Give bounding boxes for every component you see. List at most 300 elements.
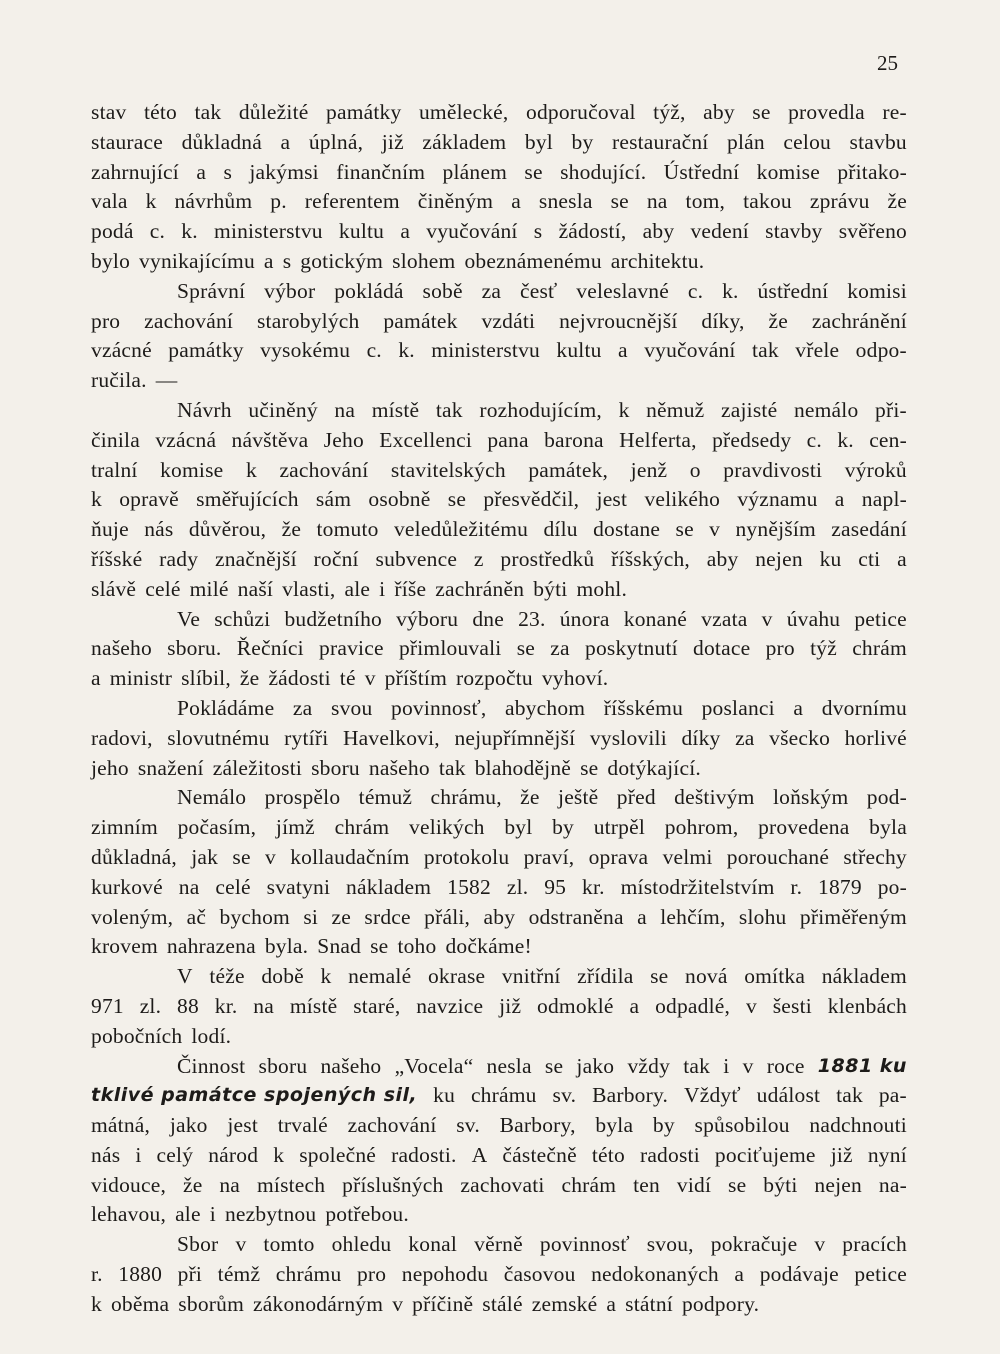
word: by — [652, 1113, 675, 1138]
word: učiněný — [248, 397, 318, 422]
word: směřujících — [196, 487, 299, 512]
word: byla — [869, 815, 907, 840]
text-line — [91, 336, 907, 366]
text-line — [91, 158, 907, 188]
word: národ — [208, 1142, 259, 1167]
word: rozpočtu — [456, 666, 533, 691]
text-line — [91, 515, 907, 545]
word: poslanci — [701, 695, 775, 720]
word: nová — [685, 964, 728, 989]
word: říšskému — [603, 695, 684, 720]
word: důkladná, — [91, 844, 177, 869]
word: stavbu — [849, 129, 907, 154]
word: toho — [397, 934, 437, 959]
word: úplná, — [308, 129, 364, 154]
text-line — [91, 1052, 907, 1082]
word: dvornímu — [821, 695, 907, 720]
word: si — [303, 904, 319, 929]
word: vidouce, — [91, 1172, 167, 1197]
word: se — [580, 755, 599, 780]
word: vysokému — [260, 338, 351, 363]
word: státní — [625, 1291, 673, 1316]
word: bychom — [219, 904, 290, 929]
word: díky, — [701, 308, 745, 333]
word: V — [177, 964, 193, 989]
word: i — [379, 576, 386, 601]
word: po- — [877, 874, 907, 899]
word: omítka — [744, 964, 806, 989]
word: architektu. — [610, 248, 705, 273]
word: kultu — [556, 338, 602, 363]
word: abychom — [504, 695, 586, 720]
word: nahrazena — [166, 934, 256, 959]
text-line — [91, 1230, 907, 1260]
word: a — [897, 546, 907, 571]
word: stálé — [482, 1291, 523, 1316]
word: c. — [687, 278, 704, 303]
word: chrám — [334, 815, 390, 840]
word: loňským — [772, 785, 849, 810]
text-line — [91, 187, 907, 217]
word: vřele — [795, 338, 840, 363]
word: zachráněn — [435, 576, 525, 601]
word: s — [282, 248, 292, 273]
word: zajisté — [721, 397, 778, 422]
word: slohem — [392, 248, 456, 273]
word: nezbytnou — [224, 1202, 317, 1227]
word: potřebou. — [325, 1202, 409, 1227]
word: kr. — [214, 993, 238, 1018]
word: sám — [315, 487, 352, 512]
word: významu — [737, 487, 818, 512]
word: záležitosti — [212, 755, 303, 780]
word: nejvroucnější — [559, 308, 678, 333]
word: provedla — [788, 100, 865, 124]
text-line — [91, 843, 907, 873]
word: ale — [344, 576, 371, 601]
word: sv. — [552, 1083, 577, 1108]
word: zachování — [347, 1113, 437, 1138]
word: týž — [810, 636, 837, 661]
word: nynějším — [735, 517, 816, 542]
word: Vždyť — [684, 1083, 741, 1108]
word: jakýmsi — [249, 159, 319, 184]
word: jako — [169, 1113, 208, 1138]
handwritten-annotation: 1881 ku — [817, 1054, 907, 1077]
text-line — [91, 1200, 907, 1230]
word: staré, — [353, 993, 401, 1018]
word: c. — [366, 338, 382, 363]
text-line — [91, 128, 907, 158]
word: že — [768, 308, 788, 333]
word: 1582 — [447, 874, 491, 899]
word: odstraněna — [528, 904, 624, 929]
word: dne — [472, 606, 504, 631]
word: takou — [743, 189, 792, 214]
word: k — [91, 487, 102, 512]
word: témž — [217, 1262, 261, 1287]
word: r. — [91, 1262, 103, 1287]
word: nejen — [755, 546, 803, 571]
word: a — [511, 189, 521, 214]
word: nemalé — [348, 964, 412, 989]
text-line — [91, 903, 907, 933]
word: k. — [398, 338, 415, 363]
word: stavitelských — [390, 457, 506, 482]
word: vynikajícímu — [139, 248, 255, 273]
word: chrámu, — [430, 785, 502, 810]
word: celý — [156, 1142, 194, 1167]
text-line — [91, 426, 907, 456]
word: již — [830, 1142, 853, 1167]
word: místě — [289, 993, 338, 1018]
word: již — [381, 129, 404, 154]
word: Barbory, — [499, 1113, 576, 1138]
word: zachránění — [811, 308, 907, 333]
word: jak — [191, 844, 219, 869]
word: nadchnouti — [809, 1113, 907, 1138]
word: dočkáme! — [445, 934, 532, 959]
word: vyučování — [644, 338, 736, 363]
word: chrám — [561, 1172, 617, 1197]
word: jenž — [630, 457, 668, 482]
word: pravice — [319, 636, 384, 661]
word: chrámu — [470, 1083, 537, 1108]
word: ku — [819, 546, 842, 571]
word: konal — [408, 1232, 458, 1257]
text-line — [91, 1171, 907, 1201]
word: k. — [722, 278, 739, 303]
word: vyslovili — [589, 725, 667, 750]
word: a — [834, 487, 845, 512]
word: v — [742, 1053, 754, 1078]
word: referentem — [304, 189, 400, 214]
word: Návrh — [177, 397, 232, 422]
word: památek, — [528, 457, 609, 482]
word: žádostí, — [558, 219, 627, 244]
word: říšské — [91, 546, 143, 571]
word: rytíři — [284, 725, 329, 750]
word: lodí. — [191, 1023, 232, 1048]
word: ještě — [558, 785, 599, 810]
word: dostane — [593, 517, 661, 542]
word: a — [196, 159, 207, 184]
word: odpadlé, — [655, 993, 731, 1018]
word: příštím — [384, 666, 447, 691]
word: při- — [875, 397, 907, 422]
word: v — [814, 1232, 826, 1257]
word: velikého — [644, 487, 721, 512]
word: snesla — [538, 189, 593, 214]
text-line — [91, 634, 907, 664]
word: při — [177, 1262, 203, 1287]
word: 95 — [544, 874, 567, 899]
word: tomto — [263, 1232, 315, 1257]
word: aby — [642, 219, 675, 244]
word: sboru. — [167, 636, 222, 661]
word: slíbil, — [181, 666, 231, 691]
word: deštivým — [674, 785, 755, 810]
word: budžetního — [284, 606, 382, 631]
word: tak — [683, 1053, 711, 1078]
word: této — [591, 1142, 625, 1167]
word: tom, — [685, 189, 726, 214]
word: příčině — [412, 1291, 474, 1316]
word: vzácná — [155, 427, 217, 452]
word: býti — [763, 1172, 798, 1197]
word: k — [618, 397, 630, 422]
word: důvěrou, — [188, 517, 267, 542]
word: r. — [790, 874, 803, 899]
word: opravě — [119, 487, 179, 512]
word: a — [793, 695, 804, 720]
text-line — [91, 247, 907, 277]
text-line — [91, 366, 907, 396]
word: staurace — [91, 129, 164, 154]
word: částečně — [502, 1142, 577, 1167]
word: porouchané — [726, 844, 830, 869]
word: za — [550, 636, 570, 661]
word: roce — [766, 1053, 805, 1078]
word: Ve — [177, 606, 201, 631]
text-line — [91, 98, 907, 128]
word: veleslavné — [576, 278, 670, 303]
word: okrase — [427, 964, 486, 989]
word: by — [552, 815, 574, 840]
word: a — [618, 338, 628, 363]
word: přimlouvali — [398, 636, 502, 661]
word: zachovati — [460, 1172, 545, 1197]
word: nyní — [867, 1142, 907, 1167]
word: říšských, — [611, 546, 690, 571]
word: k. — [837, 427, 854, 452]
word: býti — [533, 576, 568, 601]
word: sborům — [178, 1291, 244, 1316]
word: barona — [544, 427, 604, 452]
word: nejupřímnější — [454, 725, 576, 750]
word: dílu — [543, 517, 578, 542]
word: konané — [623, 606, 688, 631]
word: shodující. — [560, 159, 647, 184]
word: Havelkovi, — [342, 725, 440, 750]
word: Snad — [317, 934, 362, 959]
word: petice — [854, 606, 907, 631]
word: klenbách — [827, 993, 907, 1018]
word: se — [370, 934, 389, 959]
word: nákladem — [346, 874, 432, 899]
word: téže — [209, 964, 245, 989]
word: značnější — [214, 546, 297, 571]
word: rozhodujícím, — [479, 397, 602, 422]
word: navzice — [416, 993, 484, 1018]
word: časovou — [503, 1262, 576, 1287]
word: utrpěl — [593, 815, 646, 840]
word: A — [471, 1142, 488, 1167]
word: žádosti — [268, 666, 331, 691]
word: nás — [91, 1142, 121, 1167]
word: spůsobilou — [694, 1113, 790, 1138]
word: za — [735, 725, 755, 750]
word: za — [481, 278, 502, 303]
word: památky — [168, 338, 244, 363]
word: vnitřní — [501, 964, 561, 989]
word: svěřeno — [838, 219, 907, 244]
word: a — [400, 219, 411, 244]
word: v — [364, 666, 376, 691]
word: o — [689, 457, 701, 482]
word: komisi — [847, 278, 907, 303]
word: pa- — [878, 1083, 907, 1108]
word: blahodějně — [474, 755, 572, 780]
word: pravdivosti — [723, 457, 823, 482]
word: prospělo — [264, 785, 341, 810]
word: vyhoví. — [541, 666, 609, 691]
word: jako — [576, 1053, 615, 1078]
word: návštěva — [231, 427, 309, 452]
word: na — [219, 1172, 241, 1197]
word: říše — [394, 576, 427, 601]
word: se — [516, 636, 536, 661]
word: nedokonaných — [591, 1262, 719, 1287]
word: srdce — [364, 904, 411, 929]
word: byl — [504, 815, 533, 840]
word: zachování — [144, 308, 234, 333]
word: komise — [160, 457, 224, 482]
word: na — [253, 993, 274, 1018]
word: povinnosť — [539, 1232, 630, 1257]
text-line — [91, 992, 907, 1022]
word: témuž — [358, 785, 413, 810]
word: oběma — [110, 1291, 170, 1316]
word: subvence — [375, 546, 458, 571]
word: zl. — [506, 874, 529, 899]
word: praví, — [523, 844, 575, 869]
word: té — [339, 666, 356, 691]
word: přiměřeným — [799, 904, 907, 929]
word: Činnost — [177, 1053, 246, 1078]
word: šesti — [772, 993, 812, 1018]
word: ústřední — [757, 278, 829, 303]
word: zimním — [91, 815, 158, 840]
word: a — [734, 1262, 745, 1287]
word: Nemálo — [177, 785, 247, 810]
text-line — [91, 1260, 907, 1290]
word: svou — [331, 695, 373, 720]
handwritten-annotation: tklivé památce spojených sil, — [91, 1084, 418, 1107]
word: poskytnutí — [585, 636, 678, 661]
word: lehavou, — [91, 1202, 167, 1227]
word: ohledu — [331, 1232, 392, 1257]
word: velikých — [409, 815, 485, 840]
word: nesla — [486, 1053, 532, 1078]
word: podávaje — [759, 1262, 839, 1287]
word: předsedy — [712, 427, 792, 452]
word: s — [533, 219, 543, 244]
word: a — [263, 248, 274, 273]
word: se — [232, 844, 251, 869]
word: k — [245, 457, 257, 482]
text-line — [91, 754, 907, 784]
word: ku — [433, 1083, 456, 1108]
word: veledůležitému — [393, 517, 529, 542]
word: střechy — [843, 844, 907, 869]
word: sv. — [456, 1113, 480, 1138]
word: vzdáti — [481, 308, 536, 333]
word: sobě — [422, 278, 463, 303]
word: Řečníci — [236, 636, 304, 661]
word: starobylých — [256, 308, 360, 333]
word: vzata — [701, 606, 748, 631]
word: vzácné — [91, 338, 152, 363]
word: snažení — [137, 755, 204, 780]
word: svatyni — [266, 874, 331, 899]
word: aby — [703, 100, 735, 124]
word: chrám — [852, 636, 907, 661]
word: slovutnému — [167, 725, 270, 750]
word: vidí — [676, 1172, 712, 1197]
word: restaurační — [611, 129, 709, 154]
word: odporučoval — [526, 100, 636, 124]
word: obeznámenému — [464, 248, 602, 273]
word: že — [520, 785, 540, 810]
text-line — [91, 1290, 907, 1320]
word: pokládá — [334, 278, 404, 303]
word: přitako- — [837, 159, 907, 184]
word: dotace — [693, 636, 751, 661]
word: jeho — [91, 755, 129, 780]
word: dotýkající. — [607, 755, 701, 780]
word: němuž — [646, 397, 705, 422]
word: odmoklé — [537, 993, 614, 1018]
word: by — [571, 129, 594, 154]
text-line — [91, 694, 907, 724]
word: činila — [91, 427, 140, 452]
word: celou — [783, 129, 831, 154]
word: i — [135, 1142, 142, 1167]
word: zákonodárným — [253, 1291, 384, 1316]
word: nepohodu — [401, 1262, 489, 1287]
word: „Vocela“ — [394, 1053, 474, 1078]
word: lehčím, — [660, 904, 726, 929]
word: pociťujeme — [714, 1142, 816, 1167]
word: rady — [159, 546, 199, 571]
word: zachování — [279, 457, 369, 482]
word: radosti — [639, 1142, 700, 1167]
word: sboru — [311, 755, 360, 780]
word: bylo — [91, 248, 131, 273]
word: se — [447, 487, 467, 512]
word: v — [709, 517, 721, 542]
text-line — [91, 545, 907, 575]
word: v — [745, 993, 757, 1018]
word: p. — [270, 189, 287, 214]
word: schůzi — [214, 606, 271, 631]
word: provedena — [758, 815, 850, 840]
word: že — [281, 517, 302, 542]
word: tak — [194, 100, 222, 124]
word: osobně — [368, 487, 431, 512]
word: vyučování — [426, 219, 518, 244]
word: mátná, — [91, 1113, 151, 1138]
word: tomuto — [316, 517, 379, 542]
word: stav — [91, 100, 127, 124]
word: k — [273, 1142, 285, 1167]
word: že — [182, 1172, 203, 1197]
text-line — [91, 932, 907, 962]
word: se — [524, 159, 543, 184]
word: k — [91, 1291, 102, 1316]
word: činěným — [417, 189, 494, 214]
